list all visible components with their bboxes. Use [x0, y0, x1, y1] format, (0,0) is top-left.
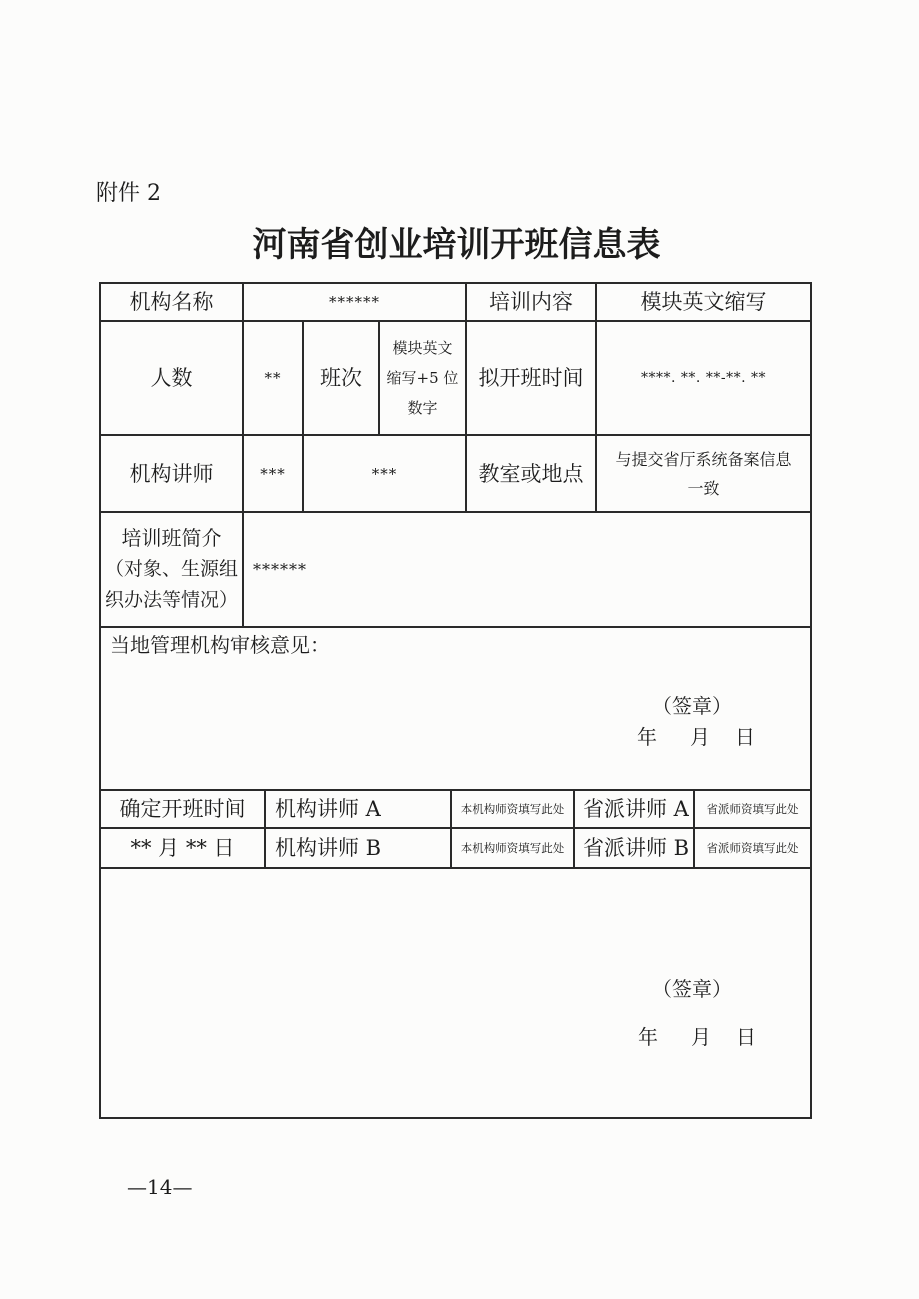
content-label: 培训内容 — [489, 290, 573, 314]
review-date-day: 日 — [735, 725, 755, 749]
org-name-label-cell — [99, 282, 244, 322]
prov-instructor-a-hint: 省派师资填写此处 — [706, 802, 799, 816]
org-instructor-label-cell — [264, 827, 452, 869]
class-no-value-cell — [378, 320, 467, 436]
org-instructor-label-cell — [264, 789, 452, 829]
attachment-label: 附件 2 — [96, 181, 161, 206]
headcount-label-cell — [99, 320, 244, 436]
content-label-cell — [465, 282, 597, 322]
instructor-value: *** — [371, 464, 398, 483]
review-date-year: 年 — [637, 725, 657, 749]
location-label: 教室或地点 — [478, 461, 584, 486]
headcount-label: 人数 — [150, 366, 193, 390]
approval-cell — [99, 867, 812, 1119]
confirm-time-value-cell — [99, 827, 266, 869]
review-label: 当地管理机构审核意见： — [110, 633, 330, 657]
planned-time-label: 拟开班时间 — [478, 366, 584, 390]
intro-label-line: （对象、生源组 — [104, 558, 238, 580]
instructor-label: 机构讲师 — [129, 461, 214, 486]
location-value-cell — [595, 434, 812, 513]
org-instructor-a-hint: 本机构师资填写此处 — [460, 802, 565, 816]
headcount-value: ** — [264, 369, 282, 387]
location-value-line: 与提交省厅系统备案信息 — [615, 449, 792, 469]
org-name-value: ****** — [329, 293, 380, 311]
confirm-time-value: ** 月 ** 日 — [130, 836, 235, 860]
prov-instructor-b-hint: 省派师资填写此处 — [706, 841, 799, 855]
instructor-value-cell — [242, 434, 304, 513]
class-no-value-line: 模块英文 — [392, 339, 453, 357]
form-title: 河南省创业培训开班信息表 — [252, 225, 661, 265]
prov-instructor-a-label: 省派讲师 A — [583, 797, 689, 821]
org-instructor-b-hint: 本机构师资填写此处 — [460, 841, 565, 855]
prov-instructor-hint-cell — [693, 789, 812, 829]
approval-seal: （签章） — [652, 977, 732, 1001]
instructor-value: *** — [260, 464, 286, 483]
intro-label-line: 培训班简介 — [121, 526, 222, 550]
prov-instructor-hint-cell — [693, 827, 812, 869]
planned-time-value-cell — [595, 320, 812, 436]
review-cell — [99, 626, 812, 791]
class-no-label: 班次 — [320, 366, 362, 390]
org-instructor-a-label: 机构讲师 A — [275, 797, 381, 821]
instructor-label-cell — [99, 434, 244, 513]
class-no-value-line: 数字 — [407, 399, 438, 417]
intro-value: ****** — [253, 559, 307, 579]
prov-instructor-b-label: 省派讲师 B — [583, 836, 690, 860]
prov-instructor-label-cell — [573, 789, 695, 829]
intro-value-cell — [242, 511, 812, 628]
confirm-time-label-cell — [99, 789, 266, 829]
org-instructor-b-label: 机构讲师 B — [275, 836, 382, 860]
org-instructor-hint-cell — [450, 789, 575, 829]
class-no-value-line: 缩写+5 位 — [386, 369, 459, 387]
page-number: —14— — [127, 1175, 193, 1199]
org-name-label: 机构名称 — [129, 290, 214, 314]
review-seal: （签章） — [652, 694, 732, 718]
review-date-month: 月 — [690, 725, 710, 749]
approval-date-year: 年 — [638, 1025, 658, 1049]
approval-date-month: 月 — [691, 1025, 711, 1049]
location-label-cell — [465, 434, 597, 513]
org-instructor-hint-cell — [450, 827, 575, 869]
content-value-cell — [595, 282, 812, 322]
location-value-line: 一致 — [687, 478, 720, 498]
class-no-label-cell — [302, 320, 380, 436]
intro-label-line: 织办法等情况） — [104, 589, 238, 611]
intro-label-cell — [99, 511, 244, 628]
confirm-time-label: 确定开班时间 — [119, 797, 246, 821]
instructor-value-cell — [302, 434, 467, 513]
org-name-value-cell — [242, 282, 467, 322]
prov-instructor-label-cell — [573, 827, 695, 869]
planned-time-value: ****. **. **-**. ** — [641, 370, 766, 386]
approval-date-day: 日 — [736, 1025, 756, 1049]
headcount-value-cell — [242, 320, 304, 436]
content-value: 模块英文缩写 — [640, 290, 767, 314]
planned-time-label-cell — [465, 320, 597, 436]
